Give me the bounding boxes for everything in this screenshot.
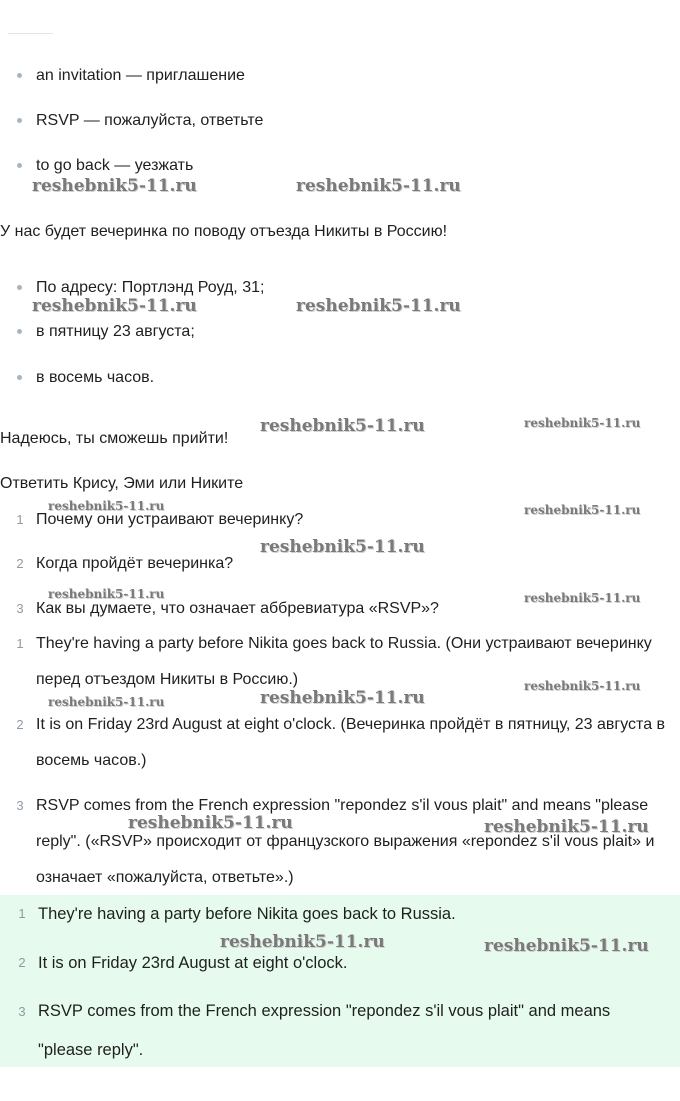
- watermark: reshebnik5-11.ru: [524, 503, 641, 517]
- watermark: reshebnik5-11.ru: [128, 813, 293, 833]
- watermark: reshebnik5-11.ru: [296, 176, 461, 196]
- watermark: reshebnik5-11.ru: [48, 695, 165, 709]
- item-number: 3: [16, 601, 24, 616]
- watermark: reshebnik5-11.ru: [524, 591, 641, 605]
- bullet-dot: [17, 73, 22, 78]
- vocab-text: to go back — уезжать: [36, 157, 194, 174]
- vocab-text: an invitation — приглашение: [36, 67, 245, 84]
- item-number: 2: [18, 955, 26, 970]
- item-number: 2: [16, 717, 24, 732]
- watermark: reshebnik5-11.ru: [260, 537, 425, 557]
- final-answer-text: They're having a party before Nikita goes back to Russia.: [38, 905, 456, 923]
- bullet-dot: [17, 329, 22, 334]
- answer-text: They're having a party before Nikita goes back to Russia. (Они устраивают вечеринку перед отъездом Никиты в Россию.): [36, 635, 652, 688]
- watermark: reshebnik5-11.ru: [32, 176, 197, 196]
- question-text: Почему они устраивают вечеринку?: [36, 511, 304, 528]
- reply-to-text: Ответить Крису, Эми или Никите: [0, 475, 244, 492]
- bullet-dot: [17, 118, 22, 123]
- top-divider: [8, 33, 53, 34]
- answer-text: It is on Friday 23rd August at eight o'clock. (Вечеринка пройдёт в пятницу, 23 августа в восемь часов.): [36, 716, 666, 769]
- item-number: 1: [16, 636, 24, 651]
- watermark: reshebnik5-11.ru: [48, 587, 165, 601]
- watermark: reshebnik5-11.ru: [524, 679, 641, 693]
- final-answer-text: It is on Friday 23rd August at eight o'clock.: [38, 954, 348, 972]
- announcement: У нас будет вечеринка по поводу отъезда Никиты в Россию!: [0, 223, 448, 240]
- detail-item: [0, 366, 680, 390]
- hope-text: Надеюсь, ты сможешь прийти!: [0, 430, 229, 447]
- answer-text: RSVP comes from the French expression "repondez s'il vous plait" and means "please reply". («RSVP» происходит от французского выражения «repondez s'il vous plait» и означает «пожалуйста, ответьте».): [36, 797, 655, 886]
- detail-text: в восемь часов.: [36, 369, 155, 386]
- detail-text: в пятницу 23 августа;: [36, 323, 195, 340]
- watermark: reshebnik5-11.ru: [484, 817, 649, 837]
- watermark: reshebnik5-11.ru: [260, 416, 425, 436]
- question-text: Когда пройдёт вечеринка?: [36, 555, 234, 572]
- vocab-item: [0, 64, 680, 88]
- watermark: reshebnik5-11.ru: [296, 296, 461, 316]
- item-number: 3: [16, 798, 24, 813]
- final-answer-text: RSVP comes from the French expression "repondez s'il vous plait" and means "please reply".: [38, 1002, 611, 1059]
- bullet-dot: [17, 163, 22, 168]
- item-number: 1: [16, 512, 24, 527]
- watermark: reshebnik5-11.ru: [32, 296, 197, 316]
- detail-item: [0, 320, 680, 344]
- bullet-dot: [17, 375, 22, 380]
- answer-box: [0, 895, 680, 1067]
- vocab-text: RSVP — пожалуйста, ответьте: [36, 112, 264, 129]
- detail-text: По адресу: Портлэнд Роуд, 31;: [36, 279, 265, 296]
- watermark: reshebnik5-11.ru: [220, 932, 385, 952]
- watermark: reshebnik5-11.ru: [260, 688, 425, 708]
- watermark: reshebnik5-11.ru: [484, 936, 649, 956]
- item-number: 2: [16, 556, 24, 571]
- watermark: reshebnik5-11.ru: [524, 416, 641, 430]
- item-number: 1: [18, 906, 26, 921]
- vocab-item: [0, 154, 680, 178]
- vocab-item: [0, 109, 680, 133]
- bullet-dot: [17, 285, 22, 290]
- question-text: Как вы думаете, что означает аббревиатура «RSVP»?: [36, 600, 439, 617]
- item-number: 3: [18, 1004, 26, 1019]
- watermark: reshebnik5-11.ru: [48, 499, 165, 513]
